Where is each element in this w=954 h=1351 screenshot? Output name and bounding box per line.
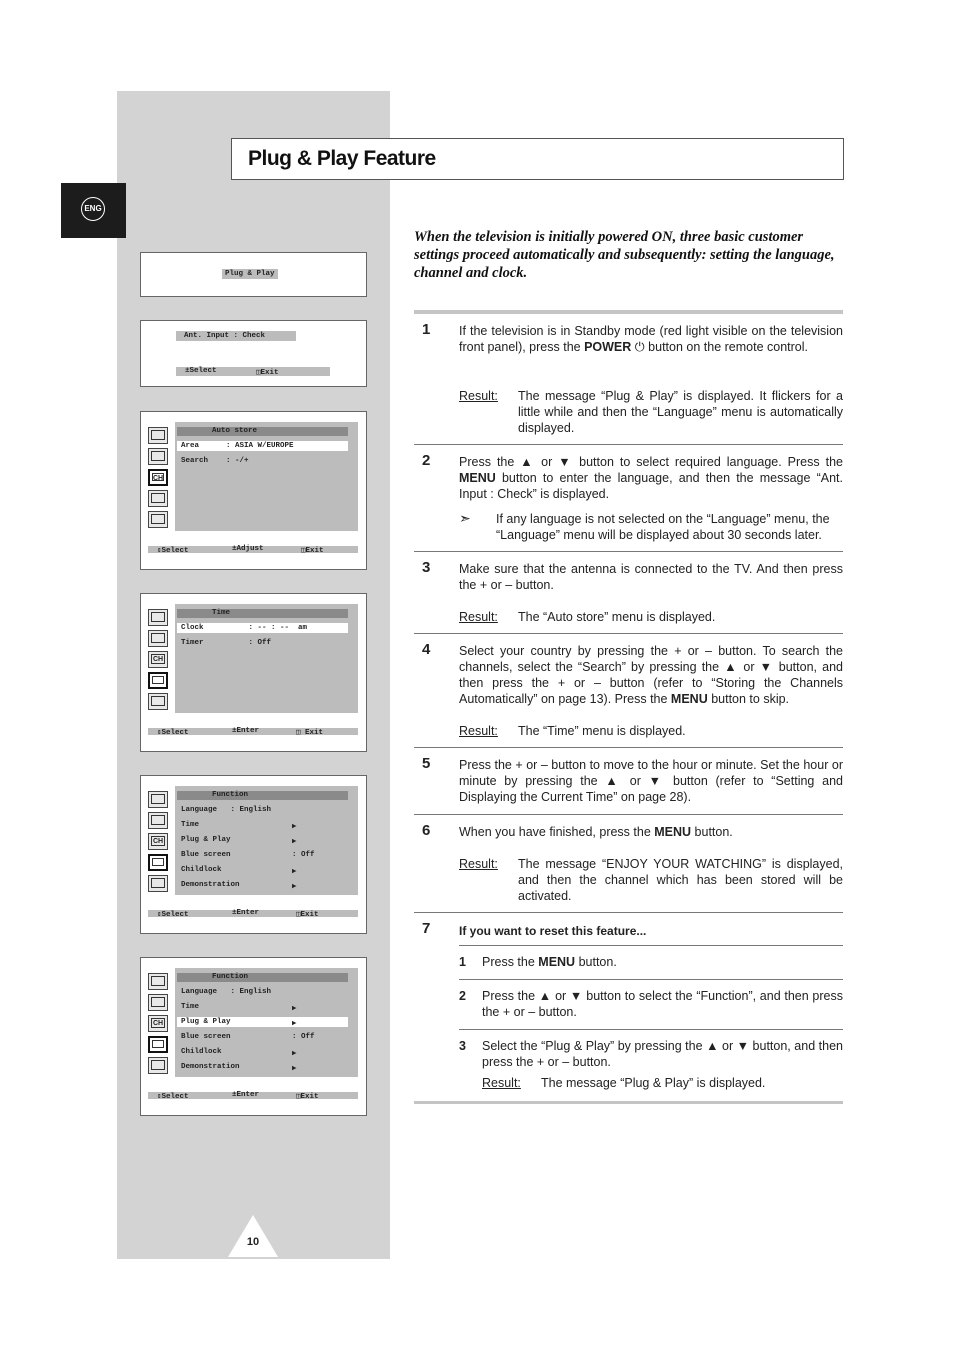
menu-header-bar (177, 427, 348, 436)
menu-row-timer: Timer : Off (181, 639, 272, 647)
divider (414, 814, 843, 815)
menu-title: Function (212, 791, 249, 799)
page-number: 10 (246, 1236, 260, 1248)
function-icon (148, 693, 168, 710)
footer-enter: ±Enter (232, 1091, 260, 1099)
tv-picture-icon (148, 791, 168, 808)
updown-icon: ⇕ (157, 729, 162, 737)
footer-select: ⇕Select (157, 547, 189, 555)
tv-sound-icon (148, 812, 168, 829)
menu-row-language: Language : English (181, 988, 272, 996)
divider (414, 1101, 843, 1104)
result-label: Result: (459, 610, 498, 624)
eng-icon: ENG (81, 197, 105, 221)
step-number: 3 (422, 559, 431, 576)
footer-select: ⇕Select (157, 911, 189, 919)
footer-select: ⇕Select (157, 1093, 189, 1101)
channel-icon: CH (148, 1015, 168, 1032)
menu-row-search: Search : -/+ (181, 457, 249, 465)
tv-sound-icon (148, 448, 168, 465)
menu-title: Time (212, 609, 231, 617)
note-arrow-icon: ➣ (459, 510, 471, 526)
menu-row-language: Language : English (181, 806, 272, 814)
screen-function-language (140, 775, 367, 934)
result-text: The “Auto store” menu is displayed. (518, 610, 716, 624)
menu-header-bar (177, 791, 348, 800)
divider (459, 945, 843, 946)
updown-icon: ⇕ (157, 547, 162, 555)
arrow-right-icon: ▶ (292, 883, 297, 891)
sub-step-number: 3 (459, 1039, 466, 1053)
menu-header-bar (177, 609, 348, 618)
menu-row-demonstration: Demonstration (181, 1063, 240, 1071)
exit-icon: ◫ (256, 369, 261, 377)
menu-header-bar (177, 973, 348, 982)
menu-row-time: Time (181, 1003, 200, 1011)
page-title: Plug & Play Feature (248, 147, 436, 170)
menu-row-blue-value: : Off (292, 851, 315, 859)
updown-icon: ⇕ (157, 911, 162, 919)
function-icon (148, 1057, 168, 1074)
exit-icon: ◫ (296, 911, 301, 919)
arrow-right-icon: ▶ (292, 1005, 297, 1013)
result-text: The message “Plug & Play” is displayed. (541, 1076, 766, 1090)
step-number: 6 (422, 822, 431, 839)
note-text: If any language is not selected on the “Language” menu, the “Language” menu will be displayed about 30 seconds later. (496, 512, 830, 542)
power-label: POWER (584, 340, 632, 354)
setup-icon (148, 490, 168, 507)
step-text: Make sure that the antenna is connected to the TV. And then press the + or ‒ button. (459, 562, 843, 592)
divider (414, 310, 843, 314)
divider (414, 633, 843, 634)
step-text: Press the ▲ or ▼ button to select required language. Press the MENU button to enter the language, and then the message “Ant. Input : Check” is displayed. (459, 455, 843, 501)
exit-icon: ◫ (296, 1093, 301, 1101)
screen-plug-and-play (140, 252, 367, 297)
menu-row-blue-screen: Blue screen (181, 1033, 231, 1041)
tv-picture-icon (148, 427, 168, 444)
menu-title: Auto store (212, 427, 258, 435)
menu-row-plug-play: Plug & Play (181, 1018, 231, 1026)
menu-row-demonstration: Demonstration (181, 881, 240, 889)
updown-icon: ⇕ (157, 1093, 162, 1101)
exit-icon: ◫ (296, 729, 301, 737)
step-text: If the television is in Standby mode (red light visible on the television front panel), press the POWER ⏻ button on the remote control. (459, 324, 843, 354)
menu-row-plug-play: Plug & Play (181, 836, 231, 844)
sub-step-text: Press the MENU button. (482, 955, 617, 969)
arrow-right-icon: ▶ (292, 838, 297, 846)
divider (414, 912, 843, 913)
step-heading: If you want to reset this feature... (459, 924, 647, 938)
footer-exit: ◫Exit (256, 369, 279, 377)
menu-row-area: Area : ASIA W/EUROPE (181, 442, 294, 450)
footer-exit: ◫Exit (301, 547, 324, 555)
footer-exit: ◫ Exit (296, 729, 324, 737)
menu-row-blue-screen: Blue screen (181, 851, 231, 859)
arrow-right-icon: ▶ (292, 1050, 297, 1058)
function-icon (148, 511, 168, 528)
screen-ant-input (140, 320, 367, 387)
step-text: Press the + or ‒ button to move to the hour or minute. Set the hour or minute by pressing the ▲ or ▼ button (refer to “Setting and Displaying the Current Time” on page 28). (459, 758, 843, 804)
channel-icon: CH (148, 651, 168, 668)
result-label: Result: (459, 857, 498, 871)
arrow-right-icon: ▶ (292, 1065, 297, 1073)
arrow-right-icon: ▶ (292, 823, 297, 831)
divider (459, 1029, 843, 1030)
step-number: 5 (422, 755, 431, 772)
menu-row-childlock: Childlock (181, 866, 222, 874)
step-number: 7 (422, 920, 431, 937)
footer-select: ⇕Select (157, 729, 189, 737)
result-label: Result: (459, 724, 498, 738)
setup-icon (148, 672, 168, 689)
sub-step-number: 2 (459, 989, 466, 1003)
menu-panel (175, 604, 358, 713)
power-icon: ⏻ (634, 340, 645, 354)
arrow-right-icon: ▶ (292, 1020, 297, 1028)
footer-adjust: ±Adjust (232, 545, 264, 553)
channel-icon: CH (148, 833, 168, 850)
exit-icon: ◫ (301, 547, 306, 555)
result-text: The message “ENJOY YOUR WATCHING” is displayed, and then the channel which has been stored will be activated. (518, 857, 843, 903)
menu-row-time: Time (181, 821, 200, 829)
screen-auto-store (140, 411, 367, 570)
footer-enter: ±Enter (232, 909, 260, 917)
sub-step-number: 1 (459, 955, 466, 969)
step-text: Select your country by pressing the + or ‒ button. To search the channels, select the “Search” by pressing the ▲ or ▼ button, and then press the + or ‒ button (refer to “Storing the Channels Automatically” on page 13). Press the MENU button to skip. (459, 644, 843, 706)
menu-panel (175, 422, 358, 531)
tv-picture-icon (148, 609, 168, 626)
divider (414, 444, 843, 445)
step-number: 1 (422, 321, 431, 338)
intro-text: When the television is initially powered ON, three basic customer settings proceed automatically and subsequently: setting the language, channel and clock. (414, 229, 835, 281)
menu-row-clock: Clock : -- : -- am (181, 624, 308, 632)
tv-sound-icon (148, 994, 168, 1011)
osd-message: Ant. Input : Check (176, 331, 296, 341)
result-text: The “Time” menu is displayed. (518, 724, 686, 738)
menu-row-childlock: Childlock (181, 1048, 222, 1056)
step-text: When you have finished, press the MENU button. (459, 825, 733, 839)
footer-select: ±Select (185, 367, 217, 375)
footer-exit: ◫Exit (296, 911, 319, 919)
arrow-right-icon: ▶ (292, 868, 297, 876)
channel-icon: CH (148, 469, 168, 486)
result-text: The message “Plug & Play” is displayed. It flickers for a little while and then the “Language” menu is automatically displayed. (518, 389, 843, 435)
tv-sound-icon (148, 630, 168, 647)
result-label: Result: (482, 1076, 521, 1090)
menu-row-blue-value: : Off (292, 1033, 315, 1041)
sub-step-text: Select the “Plug & Play” by pressing the ▲ or ▼ button, and then press the + or ‒ button. (482, 1039, 843, 1069)
osd-message: Plug & Play (222, 269, 278, 279)
sub-step-text: Press the ▲ or ▼ button to select the “Function”, and then press the + or ‒ button. (482, 989, 843, 1019)
screen-time (140, 593, 367, 752)
divider (414, 551, 843, 552)
menu-title: Function (212, 973, 249, 981)
footer-exit: ◫Exit (296, 1093, 319, 1101)
step-number: 4 (422, 641, 431, 658)
screen-function-plug-play (140, 957, 367, 1116)
language-badge (61, 183, 126, 238)
function-icon (148, 875, 168, 892)
tv-picture-icon (148, 973, 168, 990)
divider (414, 747, 843, 748)
setup-icon (148, 854, 168, 871)
setup-icon (148, 1036, 168, 1053)
title-box (231, 138, 844, 180)
divider (459, 979, 843, 980)
result-label: Result: (459, 389, 498, 403)
footer-enter: ±Enter (232, 727, 260, 735)
step-number: 2 (422, 452, 431, 469)
